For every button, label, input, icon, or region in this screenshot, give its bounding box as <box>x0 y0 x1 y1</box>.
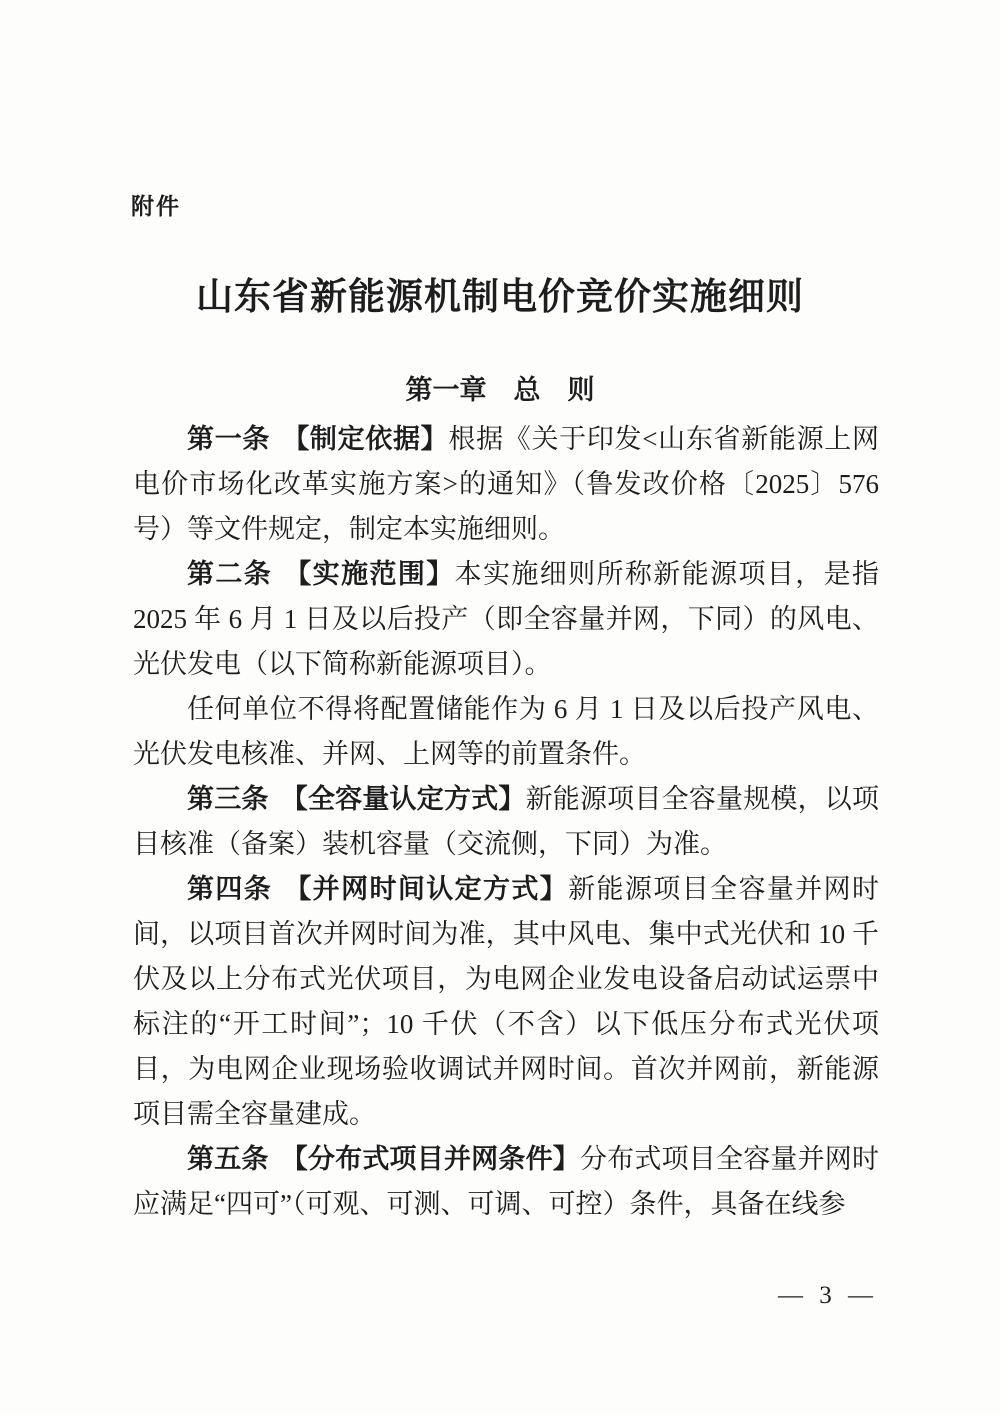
article-number: 第五条 <box>187 1144 269 1174</box>
article-label: 【并网时间认定方式】 <box>284 874 569 904</box>
paragraph <box>133 552 879 687</box>
document-title: 山东省新能源机制电价竞价实施细则 <box>196 277 804 318</box>
article-label: 【制定依据】 <box>282 424 449 454</box>
paragraph <box>133 867 879 1137</box>
attachment-label: 附件 <box>131 193 181 219</box>
page-number: — 3 — <box>778 1282 878 1309</box>
paragraph-text: 分布式项目全容量并网时应满足“四可”（可观、可测、可调、可控）条件，具备在线参 <box>133 1144 880 1219</box>
article-label: 【全容量认定方式】 <box>280 784 526 814</box>
paragraph-text: 任何单位不得将配置储能作为 6 月 1 日及以后投产风电、光伏发电核准、并网、上网等的前置条件。 <box>133 694 879 769</box>
paragraph <box>133 417 879 552</box>
article-number: 第二条 <box>187 559 273 589</box>
paragraph-text: 根据《关于印发<山东省新能源上网电价市场化改革实施方案>的通知》（鲁发改价格〔2025〕576 号）等文件规定，制定本实施细则。 <box>133 424 879 544</box>
paragraph <box>133 1137 879 1227</box>
article-label: 【分布式项目并网条件】 <box>280 1144 580 1174</box>
paragraph-text: 新能源项目全容量并网时间，以项目首次并网时间为准，其中风电、集中式光伏和 10 千伏及以上分布式光伏项目，为电网企业发电设备启动试运票中标注的“开工时间”；10 千伏（不含）以下低压分布式光伏项目，为电网企业现场验收调试并网时间。首次并网前，新能源项目需全容量建成。 <box>133 874 880 1129</box>
article-label: 【实施范围】 <box>284 559 455 589</box>
paragraph <box>133 777 879 867</box>
article-number: 第四条 <box>187 874 273 904</box>
paragraph-text: 新能源项目全容量规模，以项目核准（备案）装机容量（交流侧，下同）为准。 <box>133 784 880 859</box>
document-body <box>133 417 879 1227</box>
article-number: 第三条 <box>187 784 269 814</box>
paragraph <box>133 687 879 777</box>
article-number: 第一条 <box>187 424 271 454</box>
paragraph-text: 本实施细则所称新能源项目，是指 2025 年 6 月 1 日及以后投产（即全容量并网，下同）的风电、光伏发电（以下简称新能源项目）。 <box>133 559 880 679</box>
chapter-heading: 第一章 总 则 <box>405 375 595 405</box>
